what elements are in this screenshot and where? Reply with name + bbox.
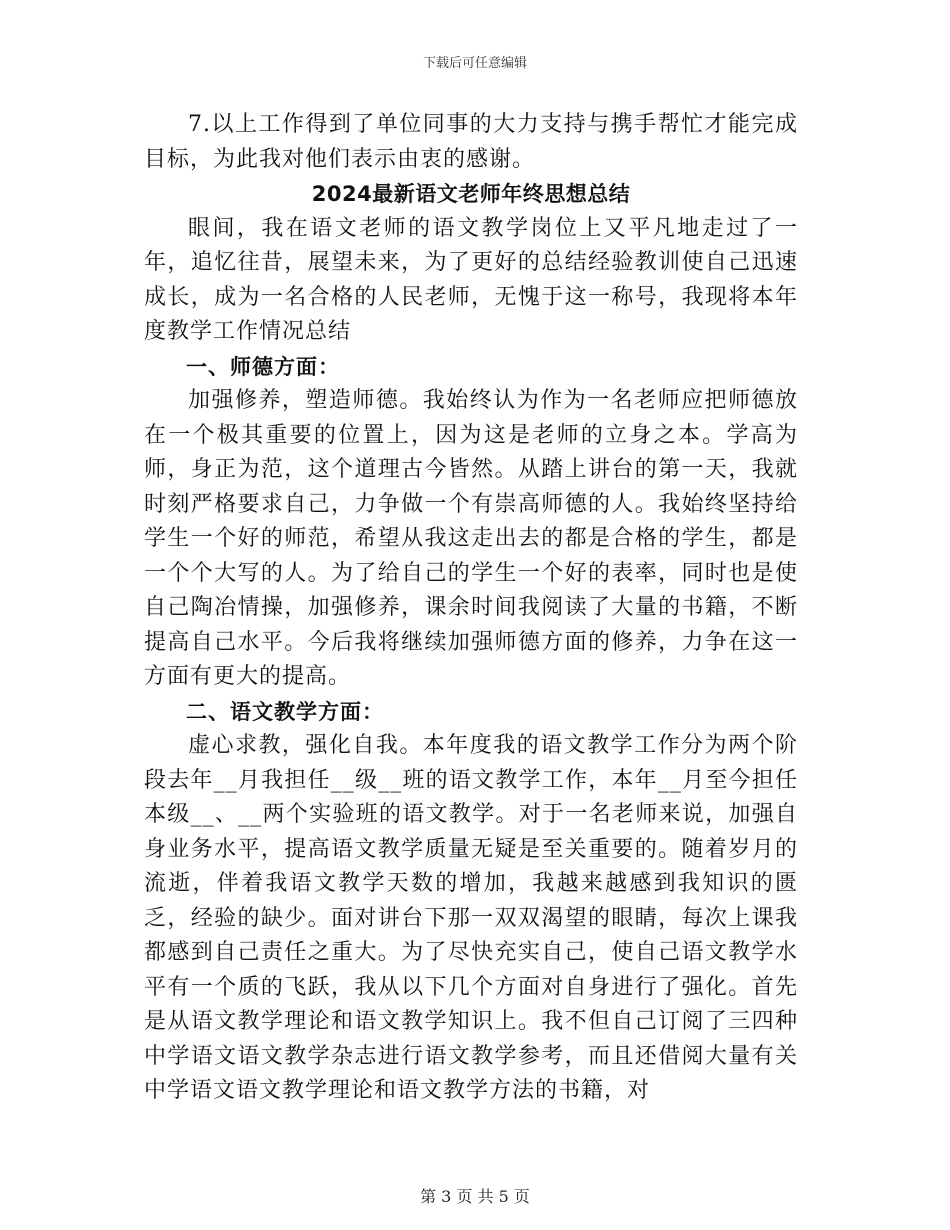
document-title: 2024最新语文老师年终思想总结 bbox=[311, 182, 631, 206]
section-body-teaching: 虚心求教，强化自我。本年度我的语文教学工作分为两个阶段去年__月我担任__级__班的语文教学工作，本年__月至今担任本级__、__两个实验班的语文教学。对于一名老师来说，加强自身业务水平，提高语文教学质量无疑是至关重要的。随着岁月的流逝，伴着我语文教学天数的增加，我越来越感到我知识的匮乏，经验的缺少。面对讲台下那一双双渴望的眼睛，每次上课我都感到自己责任之重大。为了尽快充实自己，使自己语文教学水平有一个质的飞跃，我从以下几个方面对自身进行了强化。首先是从语文教学理论和语文教学知识上。我不但自己订阅了三四种中学语文语文教学杂志进行语文教学参考，而且还借阅大量有关中学语文语文教学理论和语文教学方法的书籍，对 bbox=[144, 733, 798, 1103]
intro-paragraph: 眼间，我在语文老师的语文教学岗位上又平凡地走过了一年，追忆往昔，展望未来，为了更好的总结经验教训使自己迅速成长，成为一名合格的人民老师，无愧于这一称号，我现将本年度教学工作情况总结 bbox=[144, 215, 798, 344]
document-body bbox=[144, 108, 798, 1109]
page-number: 第 3 页 共 5 页 bbox=[420, 1187, 530, 1206]
section-body-ethics: 加强修养，塑造师德。我始终认为作为一名老师应把师德放在一个极其重要的位置上，因为这是老师的立身之本。学高为师，身正为范，这个道理古今皆然。从踏上讲台的第一天，我就时刻严格要求自己，力争做一个有崇高师德的人。我始终坚持给学生一个好的师范，希望从我这走出去的都是合格的学生，都是一个个大写的人。为了给自己的学生一个好的表率，同时也是使自己陶冶情操，加强修养，课余时间我阅读了大量的书籍，不断提高自己水平。今后我将继续加强师德方面的修养，力争在这一方面有更大的提高。 bbox=[144, 388, 798, 689]
section-heading-ethics: 一、师德方面： bbox=[186, 354, 340, 379]
paragraph-item-7: 7.以上工作得到了单位同事的大力支持与携手帮忙才能完成目标，为此我对他们表示由衷的感谢。 bbox=[144, 112, 798, 172]
section-heading-teaching: 二、语文教学方面： bbox=[186, 699, 384, 724]
page-header: 下载后可任意编辑 bbox=[422, 56, 527, 71]
